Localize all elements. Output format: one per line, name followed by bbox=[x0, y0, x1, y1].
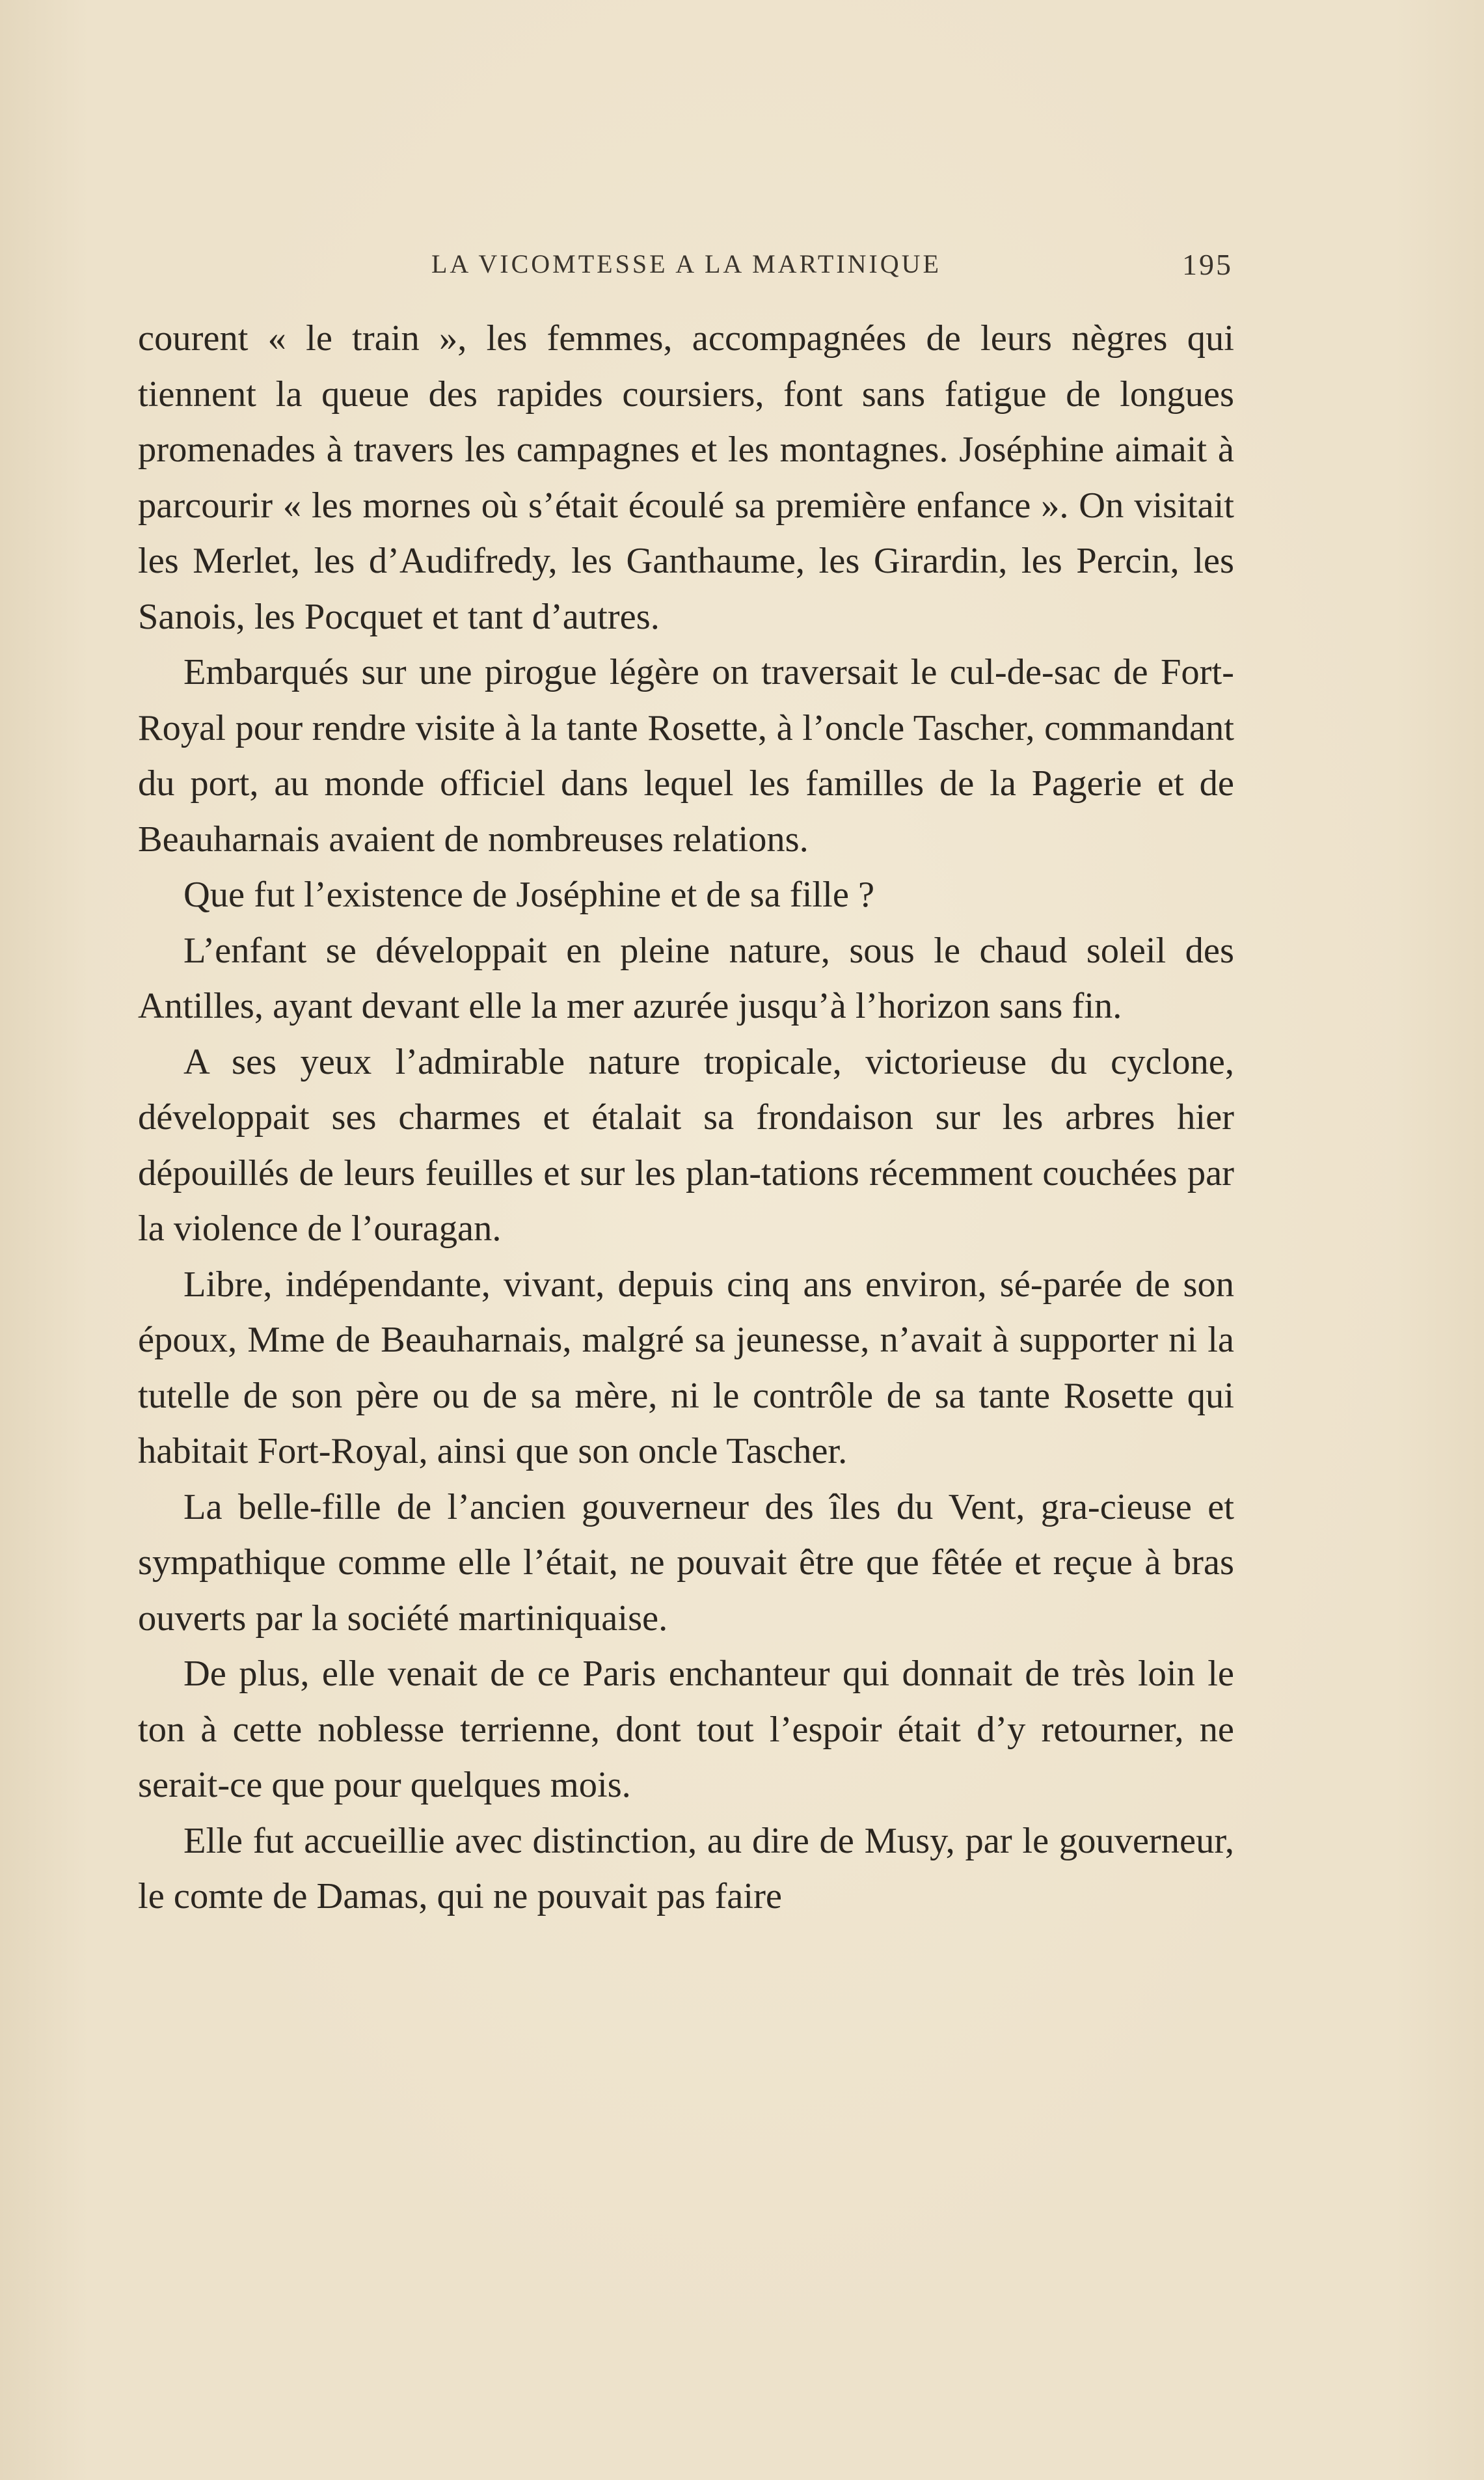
paragraph: Que fut l’existence de Joséphine et de sa fille ? bbox=[183, 875, 875, 915]
paragraph: De plus, elle venait de ce Paris enchanteur qui donnait de très loin le ton à cette noblesse terrienne, dont tout l’espoir était d’y retourner, ne serait-ce que pour quelques mois. bbox=[138, 1654, 1234, 1805]
paragraph: Libre, indépendante, vivant, depuis cinq ans environ, sé-parée de son époux, Mme de Beauharnais, malgré sa jeunesse, n’avait à supporter ni la tutelle de son père ou de sa mère, ni le contrôle de sa tante Rosette qui habitait Fort-Royal, ainsi que son oncle Tascher. bbox=[138, 1264, 1234, 1471]
paragraph: La belle-fille de l’ancien gouverneur des îles du Vent, gra-cieuse et sympathique comme elle l’était, ne pouvait être que fêtée et reçue à bras ouverts par la société martiniquaise. bbox=[138, 1486, 1234, 1639]
paragraph: courent « le train », les femmes, accompagnées de leurs nègres qui tiennent la queue des rapides coursiers, font sans fatigue de longues promenades à travers les campagnes et les montagnes. Joséphine aimait à parcourir « les mornes où s’était écoulé sa première enfance ». On visitait les Merlet, les d’Audifredy, les Ganthaume, les Girardin, les Percin, les Sanois, les Pocquet et tant d’autres. bbox=[138, 318, 1234, 637]
running-header bbox=[140, 249, 1233, 288]
paragraph: Embarqués sur une pirogue légère on traversait le cul-de-sac de Fort-Royal pour rendre visite à la tante Rosette, à l’oncle Tascher, commandant du port, au monde officiel dans lequel les familles de la Pagerie et de Beauharnais avaient de nombreuses relations. bbox=[138, 652, 1234, 860]
paragraph: Elle fut accueillie avec distinction, au dire de Musy, par le gouverneur, le comte de Damas, qui ne pouvait pas faire bbox=[138, 1820, 1234, 1916]
body-text bbox=[138, 311, 1234, 1925]
paragraph: A ses yeux l’admirable nature tropicale, victorieuse du cyclone, développait ses charmes et étalait sa frondaison sur les arbres hier dépouillés de leurs feuilles et sur les plan-tations récemment couchées par la violence de l’ouragan. bbox=[138, 1041, 1234, 1249]
page-number: 195 bbox=[1182, 248, 1233, 281]
paragraph: L’enfant se développait en pleine nature, sous le chaud soleil des Antilles, ayant devant elle la mer azurée jusqu’à l’horizon sans fin. bbox=[138, 930, 1234, 1026]
running-title: LA VICOMTESSE A LA MARTINIQUE bbox=[431, 249, 941, 279]
